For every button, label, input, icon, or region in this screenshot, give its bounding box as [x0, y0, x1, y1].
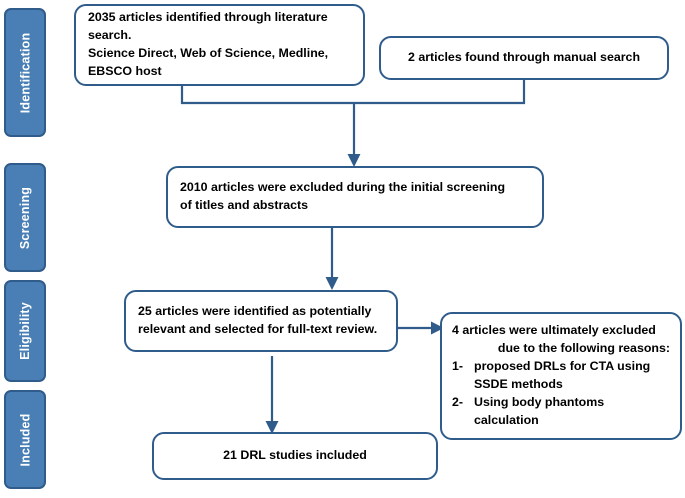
reason-item-1: [452, 358, 670, 394]
full-text-assessed-line-2: relevant and selected for full-text review.: [138, 322, 378, 336]
stage-screening-label: Screening: [18, 186, 32, 249]
reason-item-2: [452, 394, 670, 430]
reason-2-number: 2-: [452, 394, 464, 409]
included-studies-line-1: 21 DRL studies included: [223, 448, 367, 462]
records-manual-line-1: 2 articles found through manual search: [407, 50, 641, 64]
reason-2-line-2: calculation: [474, 412, 539, 427]
box-records-manual-search: [379, 36, 669, 80]
stage-identification-label: Identification: [18, 32, 33, 113]
stage-included-label: Included: [18, 413, 32, 466]
stage-eligibility: [4, 280, 46, 382]
records-database-line-4: EBSCO host: [88, 63, 162, 78]
stage-screening: [4, 163, 46, 272]
stage-eligibility-label: Eligibility: [18, 302, 33, 360]
reason-1-text: [474, 358, 670, 394]
excluded-screening-line-2: of titles and abstracts: [180, 198, 309, 212]
reason-1-line-2: SSDE methods: [474, 377, 563, 391]
reason-2-text: [474, 394, 670, 430]
box-records-identified-databases: [74, 4, 365, 86]
reason-2-line-1: Using body phantoms: [474, 394, 605, 409]
reason-1-number: 1-: [452, 359, 464, 374]
full-text-excluded-heading-2: due to the following reasons:: [497, 341, 670, 356]
stage-included: [4, 390, 46, 489]
box-full-text-assessed: [124, 290, 398, 352]
records-database-line-1: 2035 articles identified through literature: [88, 10, 328, 25]
full-text-excluded-heading-1: 4 articles were ultimately excluded: [452, 323, 656, 338]
box-excluded-screening: [166, 166, 544, 228]
box-full-text-excluded: [440, 312, 682, 440]
stage-identification: [4, 8, 46, 137]
box-included-studies: [152, 432, 438, 480]
records-database-line-2: search.: [88, 28, 132, 43]
full-text-excluded-reasons: [452, 358, 670, 430]
excluded-screening-line-1: 2010 articles were excluded during the initial screening: [180, 180, 506, 195]
records-database-line-3: Science Direct, Web of Science, Medline,: [88, 46, 329, 60]
full-text-assessed-line-1: 25 articles were identified as potentially: [138, 304, 372, 319]
reason-1-line-1: proposed DRLs for CTA using: [474, 359, 651, 374]
